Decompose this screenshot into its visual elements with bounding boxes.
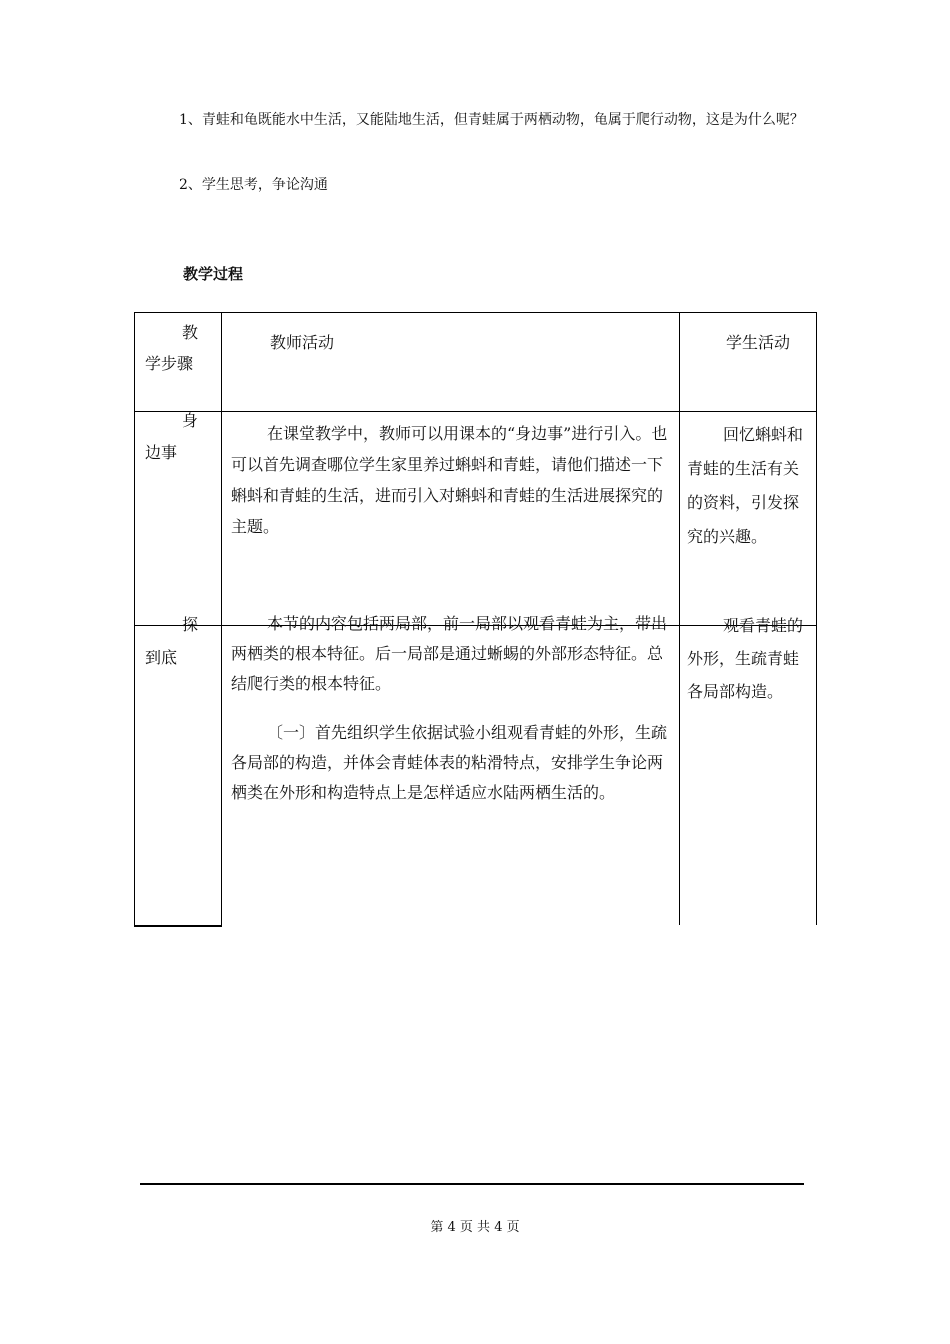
row2-student-activity: 观看青蛙的外形，生疏青蛙各局部构造。 xyxy=(687,616,804,701)
intro-paragraph-2: 2、学生思考，争论沟通 xyxy=(179,177,328,193)
table-right-border xyxy=(816,312,817,925)
table-column-divider-1 xyxy=(221,312,222,927)
footer-divider xyxy=(140,1183,804,1185)
header-student-activity: 学生活动 xyxy=(726,333,791,352)
table-header-divider xyxy=(134,411,817,412)
section-heading: 教学过程 xyxy=(183,265,244,283)
header-step-line2: 学步骤 xyxy=(145,354,194,373)
intro-paragraph-1: 1、青蛙和龟既能水中生活，又能陆地生活，但青蛙属于两栖动物，龟属于爬行动物，这是为什么呢？ xyxy=(179,112,804,128)
row2-teacher-paragraph-2: 〔一〕首先组织学生依据试验小组观看青蛙的外形，生疏各局部的构造，并体会青蛙体表的粘滑特点，安排学生争论两栖类在外形和构造特点上是怎样适应水陆两栖生活的。 xyxy=(231,723,668,802)
row1-teacher-activity: 在课堂教学中，教师可以用课本的“身边事”进行引入。也可以首先调查哪位学生家里养过蝌蚪和青蛙，请他们描述一下蝌蚪和青蛙的生活，进而引入对蝌蚪和青蛙的生活进展探究的主题。 xyxy=(231,424,668,536)
header-step-line1: 教 xyxy=(182,323,199,342)
table-left-border xyxy=(134,312,135,927)
row1-step-line1: 身 xyxy=(182,411,199,430)
row2-teacher-paragraph-1: 本节的内容包括两局部，前一局部以观看青蛙为主，带出两栖类的根本特征。后一局部是通过蜥蜴的外部形态特征。总结爬行类的根本特征。 xyxy=(231,614,668,693)
page-number: 第 4 页 共 4 页 xyxy=(430,1220,520,1235)
table-bottom-border xyxy=(134,925,222,927)
header-teacher-activity: 教师活动 xyxy=(270,333,335,352)
row2-step-line2: 到底 xyxy=(145,648,178,667)
row2-step-line1: 探 xyxy=(182,615,199,634)
row1-step-line2: 边事 xyxy=(145,443,178,462)
row1-student-activity: 回忆蝌蚪和青蛙的生活有关的资料，引发探究的兴趣。 xyxy=(687,425,804,546)
table-column-divider-2 xyxy=(679,312,680,925)
table-top-border xyxy=(134,312,817,313)
